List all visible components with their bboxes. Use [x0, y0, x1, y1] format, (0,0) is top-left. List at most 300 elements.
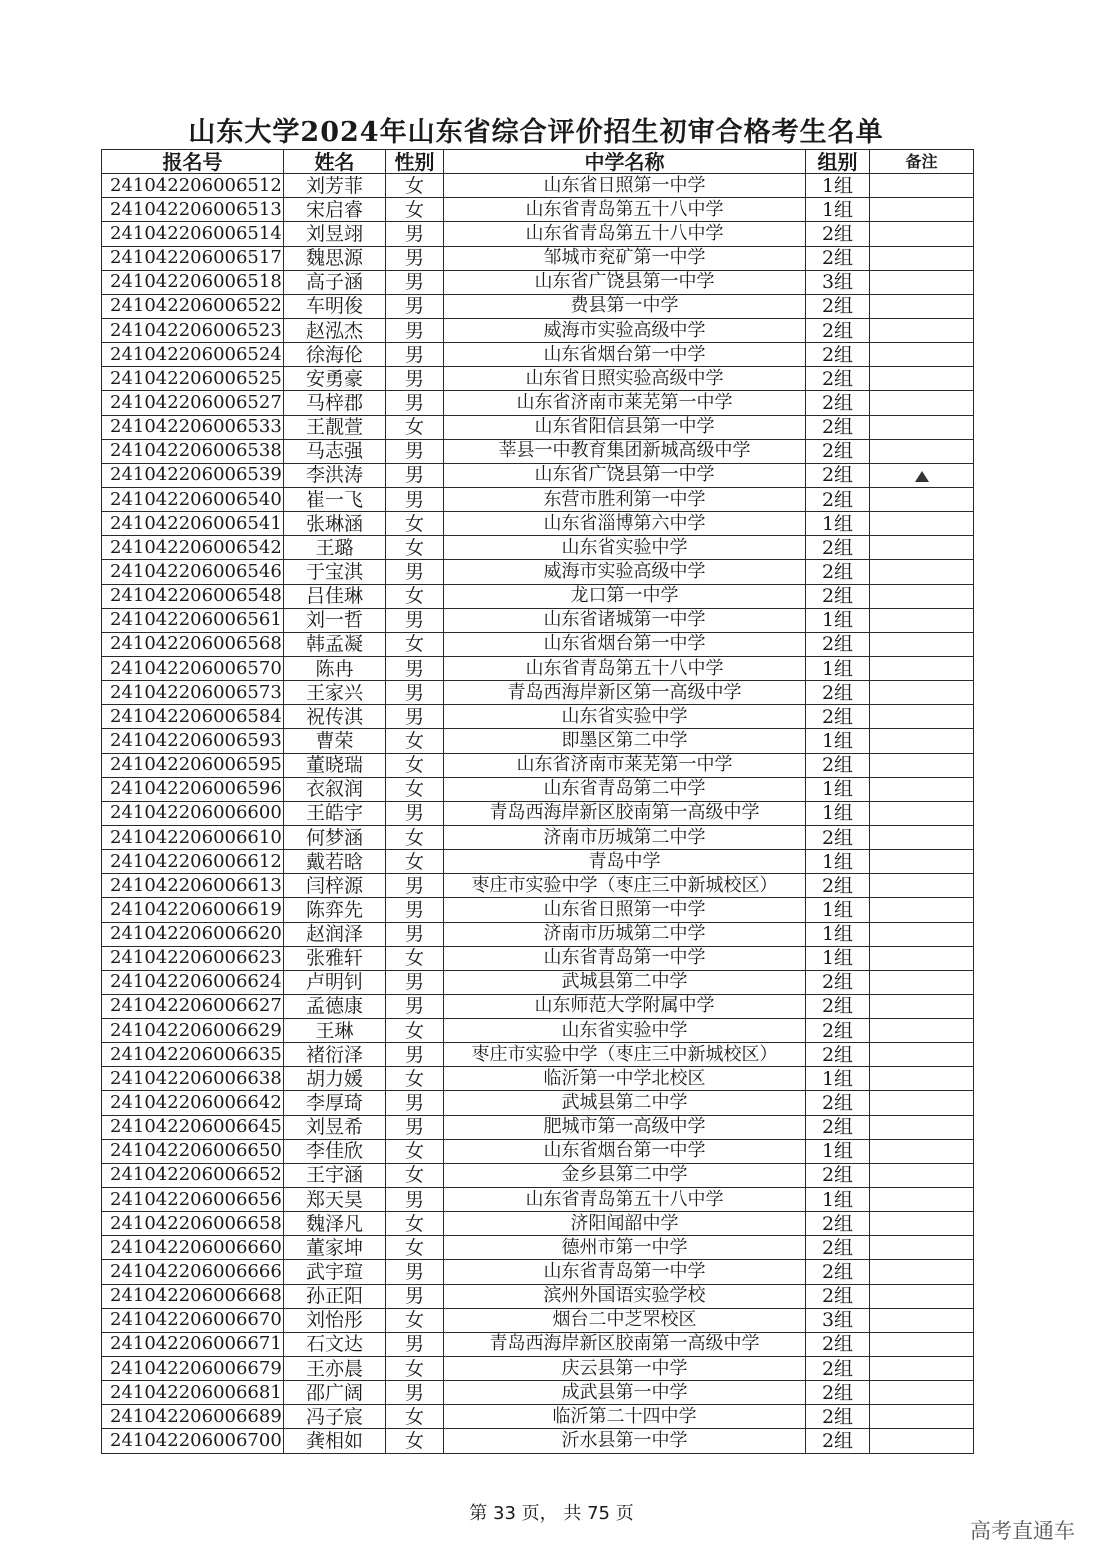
cell-gender: 男 [386, 1043, 444, 1067]
cell-gender: 女 [386, 1163, 444, 1187]
header-id: 报名号 [102, 150, 284, 174]
cell-group: 2组 [806, 463, 870, 487]
cell-group: 2组 [806, 1405, 870, 1429]
cell-reg-id: 241042206006652 [102, 1163, 284, 1187]
cell-group: 2组 [806, 1260, 870, 1284]
cell-reg-id: 241042206006656 [102, 1188, 284, 1212]
cell-reg-id: 241042206006539 [102, 463, 284, 487]
cell-student-name: 陈弈先 [284, 898, 386, 922]
cell-school: 山东师范大学附属中学 [444, 994, 806, 1018]
cell-note [870, 222, 974, 246]
cell-gender: 男 [386, 922, 444, 946]
cell-note [870, 705, 974, 729]
table-row [102, 1284, 974, 1308]
cell-school: 烟台二中芝罘校区 [444, 1308, 806, 1332]
cell-school: 青岛西海岸新区胶南第一高级中学 [444, 1332, 806, 1356]
cell-student-name: 卢明钊 [284, 970, 386, 994]
cell-group: 2组 [806, 391, 870, 415]
cell-gender: 男 [386, 1260, 444, 1284]
cell-school: 东营市胜利第一中学 [444, 487, 806, 511]
table-row [102, 970, 974, 994]
cell-gender: 男 [386, 1284, 444, 1308]
cell-note [870, 608, 974, 632]
cell-school: 庆云县第一中学 [444, 1357, 806, 1381]
cell-note [870, 1405, 974, 1429]
cell-student-name: 魏思源 [284, 246, 386, 270]
cell-reg-id: 241042206006638 [102, 1067, 284, 1091]
cell-reg-id: 241042206006595 [102, 753, 284, 777]
cell-student-name: 吕佳琳 [284, 584, 386, 608]
cell-note [870, 1381, 974, 1405]
cell-student-name: 衣叙润 [284, 777, 386, 801]
cell-student-name: 祝传淇 [284, 705, 386, 729]
cell-gender: 男 [386, 463, 444, 487]
cell-note [870, 1429, 974, 1453]
cell-group: 2组 [806, 439, 870, 463]
cell-student-name: 陈冉 [284, 656, 386, 680]
cell-school: 威海市实验高级中学 [444, 318, 806, 342]
table-row [102, 1067, 974, 1091]
cell-reg-id: 241042206006635 [102, 1043, 284, 1067]
cell-group: 2组 [806, 1163, 870, 1187]
table-row [102, 801, 974, 825]
cell-gender: 女 [386, 1212, 444, 1236]
cell-note [870, 825, 974, 849]
cell-group: 2组 [806, 318, 870, 342]
cell-reg-id: 241042206006619 [102, 898, 284, 922]
cell-note [870, 536, 974, 560]
cell-group: 2组 [806, 246, 870, 270]
cell-reg-id: 241042206006623 [102, 946, 284, 970]
cell-school: 山东省实验中学 [444, 1019, 806, 1043]
cell-group: 2组 [806, 1236, 870, 1260]
cell-note [870, 681, 974, 705]
cell-note [870, 584, 974, 608]
cell-student-name: 王璐 [284, 536, 386, 560]
cell-reg-id: 241042206006624 [102, 970, 284, 994]
cell-group: 2组 [806, 415, 870, 439]
cell-reg-id: 241042206006627 [102, 994, 284, 1018]
cell-reg-id: 241042206006642 [102, 1091, 284, 1115]
cell-note [870, 994, 974, 1018]
cell-gender: 女 [386, 946, 444, 970]
cell-note [870, 946, 974, 970]
cell-note [870, 1163, 974, 1187]
cell-gender: 女 [386, 1236, 444, 1260]
cell-student-name: 刘昱希 [284, 1115, 386, 1139]
cell-group: 1组 [806, 1067, 870, 1091]
cell-group: 2组 [806, 1381, 870, 1405]
cell-reg-id: 241042206006660 [102, 1236, 284, 1260]
table-row [102, 1188, 974, 1212]
page-number: 第 33 页， 共 75 页 [469, 1503, 634, 1524]
cell-student-name: 武宇瑄 [284, 1260, 386, 1284]
cell-school: 山东省青岛第一中学 [444, 1260, 806, 1284]
cell-note [870, 1260, 974, 1284]
cell-note [870, 850, 974, 874]
table-row [102, 705, 974, 729]
cell-reg-id: 241042206006620 [102, 922, 284, 946]
cell-group: 1组 [806, 174, 870, 198]
cell-student-name: 王宇涵 [284, 1163, 386, 1187]
cell-gender: 女 [386, 1139, 444, 1163]
cell-school: 金乡县第二中学 [444, 1163, 806, 1187]
cell-school: 龙口第一中学 [444, 584, 806, 608]
cell-gender: 女 [386, 415, 444, 439]
cell-student-name: 刘昱翊 [284, 222, 386, 246]
cell-group: 3组 [806, 270, 870, 294]
cell-note [870, 463, 974, 487]
cell-student-name: 董晓瑞 [284, 753, 386, 777]
cell-reg-id: 241042206006681 [102, 1381, 284, 1405]
table-row [102, 174, 974, 198]
cell-reg-id: 241042206006666 [102, 1260, 284, 1284]
cell-school: 邹城市兖矿第一中学 [444, 246, 806, 270]
header-group: 组别 [806, 150, 870, 174]
cell-student-name: 郑天昊 [284, 1188, 386, 1212]
cell-school: 德州市第一中学 [444, 1236, 806, 1260]
cell-student-name: 孟德康 [284, 994, 386, 1018]
cell-group: 2组 [806, 1212, 870, 1236]
cell-student-name: 徐海伦 [284, 343, 386, 367]
cell-school: 临沂第二十四中学 [444, 1405, 806, 1429]
cell-student-name: 石文达 [284, 1332, 386, 1356]
triangle-up-icon [915, 471, 929, 482]
cell-school: 肥城市第一高级中学 [444, 1115, 806, 1139]
cell-gender: 女 [386, 174, 444, 198]
table-row [102, 777, 974, 801]
cell-note [870, 391, 974, 415]
table-row [102, 391, 974, 415]
cell-gender: 女 [386, 632, 444, 656]
cell-group: 2组 [806, 1429, 870, 1453]
cell-gender: 男 [386, 656, 444, 680]
watermark: 高考直通车 [970, 1519, 1075, 1543]
cell-reg-id: 241042206006512 [102, 174, 284, 198]
cell-reg-id: 241042206006538 [102, 439, 284, 463]
cell-reg-id: 241042206006523 [102, 318, 284, 342]
cell-reg-id: 241042206006573 [102, 681, 284, 705]
table-row [102, 681, 974, 705]
header-school: 中学名称 [444, 150, 806, 174]
table-row [102, 270, 974, 294]
cell-note [870, 1284, 974, 1308]
cell-reg-id: 241042206006670 [102, 1308, 284, 1332]
table-row [102, 1019, 974, 1043]
cell-note [870, 1019, 974, 1043]
cell-group: 2组 [806, 560, 870, 584]
cell-reg-id: 241042206006689 [102, 1405, 284, 1429]
cell-group: 1组 [806, 922, 870, 946]
cell-group: 2组 [806, 994, 870, 1018]
cell-group: 2组 [806, 874, 870, 898]
cell-group: 3组 [806, 1308, 870, 1332]
cell-gender: 女 [386, 850, 444, 874]
table-row [102, 1236, 974, 1260]
cell-reg-id: 241042206006533 [102, 415, 284, 439]
roster-body [102, 174, 974, 1453]
cell-group: 2组 [806, 487, 870, 511]
cell-student-name: 孙正阳 [284, 1284, 386, 1308]
cell-gender: 女 [386, 825, 444, 849]
cell-note [870, 1332, 974, 1356]
cell-group: 1组 [806, 198, 870, 222]
cell-note [870, 1236, 974, 1260]
cell-note [870, 656, 974, 680]
table-row [102, 512, 974, 536]
table-row [102, 1043, 974, 1067]
cell-group: 2组 [806, 825, 870, 849]
cell-student-name: 王靓萱 [284, 415, 386, 439]
cell-student-name: 赵泓杰 [284, 318, 386, 342]
table-row [102, 1405, 974, 1429]
cell-note [870, 270, 974, 294]
table-row [102, 825, 974, 849]
cell-note [870, 512, 974, 536]
cell-reg-id: 241042206006540 [102, 487, 284, 511]
cell-gender: 男 [386, 560, 444, 584]
cell-group: 1组 [806, 801, 870, 825]
cell-note [870, 801, 974, 825]
cell-gender: 女 [386, 1429, 444, 1453]
cell-gender: 男 [386, 705, 444, 729]
table-row [102, 946, 974, 970]
cell-gender: 男 [386, 970, 444, 994]
cell-student-name: 刘怡彤 [284, 1308, 386, 1332]
cell-reg-id: 241042206006527 [102, 391, 284, 415]
cell-reg-id: 241042206006513 [102, 198, 284, 222]
cell-group: 2组 [806, 1043, 870, 1067]
cell-gender: 男 [386, 391, 444, 415]
cell-note [870, 1115, 974, 1139]
table-row [102, 198, 974, 222]
cell-school: 山东省青岛第五十八中学 [444, 656, 806, 680]
table-row [102, 1212, 974, 1236]
table-row [102, 1139, 974, 1163]
cell-reg-id: 241042206006613 [102, 874, 284, 898]
cell-school: 滨州外国语实验学校 [444, 1284, 806, 1308]
cell-group: 2组 [806, 343, 870, 367]
cell-gender: 男 [386, 1115, 444, 1139]
table-row [102, 1357, 974, 1381]
cell-school: 山东省日照第一中学 [444, 174, 806, 198]
cell-school: 山东省淄博第六中学 [444, 512, 806, 536]
cell-reg-id: 241042206006525 [102, 367, 284, 391]
cell-reg-id: 241042206006650 [102, 1139, 284, 1163]
cell-reg-id: 241042206006542 [102, 536, 284, 560]
cell-note [870, 246, 974, 270]
cell-school: 山东省阳信县第一中学 [444, 415, 806, 439]
cell-reg-id: 241042206006610 [102, 825, 284, 849]
table-row [102, 1115, 974, 1139]
cell-reg-id: 241042206006596 [102, 777, 284, 801]
cell-reg-id: 241042206006517 [102, 246, 284, 270]
table-row [102, 1429, 974, 1453]
cell-school: 山东省日照实验高级中学 [444, 367, 806, 391]
table-row [102, 246, 974, 270]
cell-school: 山东省实验中学 [444, 705, 806, 729]
cell-school: 山东省烟台第一中学 [444, 632, 806, 656]
cell-reg-id: 241042206006679 [102, 1357, 284, 1381]
header-note: 备注 [870, 150, 974, 174]
cell-note [870, 174, 974, 198]
cell-reg-id: 241042206006561 [102, 608, 284, 632]
roster-table [101, 149, 974, 1454]
cell-gender: 男 [386, 1091, 444, 1115]
cell-group: 2组 [806, 222, 870, 246]
cell-gender: 女 [386, 1067, 444, 1091]
cell-gender: 男 [386, 681, 444, 705]
cell-school: 武城县第二中学 [444, 1091, 806, 1115]
cell-school: 山东省青岛第五十八中学 [444, 222, 806, 246]
table-row [102, 367, 974, 391]
cell-group: 1组 [806, 656, 870, 680]
cell-student-name: 马梓郡 [284, 391, 386, 415]
cell-note [870, 1043, 974, 1067]
cell-reg-id: 241042206006548 [102, 584, 284, 608]
cell-note [870, 970, 974, 994]
cell-group: 1组 [806, 777, 870, 801]
cell-reg-id: 241042206006570 [102, 656, 284, 680]
cell-reg-id: 241042206006593 [102, 729, 284, 753]
cell-gender: 男 [386, 874, 444, 898]
cell-group: 2组 [806, 970, 870, 994]
table-row [102, 343, 974, 367]
cell-student-name: 闫梓源 [284, 874, 386, 898]
cell-group: 2组 [806, 705, 870, 729]
cell-school: 山东省济南市莱芜第一中学 [444, 391, 806, 415]
cell-school: 济南市历城第二中学 [444, 825, 806, 849]
cell-student-name: 宋启睿 [284, 198, 386, 222]
cell-note [870, 1091, 974, 1115]
cell-school: 沂水县第一中学 [444, 1429, 806, 1453]
cell-gender: 女 [386, 1019, 444, 1043]
cell-gender: 女 [386, 198, 444, 222]
cell-gender: 男 [386, 608, 444, 632]
cell-gender: 女 [386, 536, 444, 560]
cell-gender: 女 [386, 729, 444, 753]
cell-reg-id: 241042206006546 [102, 560, 284, 584]
cell-student-name: 刘一哲 [284, 608, 386, 632]
cell-group: 2组 [806, 584, 870, 608]
page-title: 山东大学2024年山东省综合评价招生初审合格考生名单 [188, 117, 884, 148]
cell-student-name: 曹荣 [284, 729, 386, 753]
cell-note [870, 343, 974, 367]
cell-student-name: 高子涵 [284, 270, 386, 294]
header-gender: 性别 [386, 150, 444, 174]
cell-school: 即墨区第二中学 [444, 729, 806, 753]
cell-gender: 男 [386, 1332, 444, 1356]
table-row [102, 222, 974, 246]
cell-gender: 男 [386, 294, 444, 318]
cell-reg-id: 241042206006518 [102, 270, 284, 294]
cell-group: 2组 [806, 1091, 870, 1115]
cell-group: 2组 [806, 632, 870, 656]
cell-reg-id: 241042206006658 [102, 1212, 284, 1236]
cell-gender: 男 [386, 898, 444, 922]
cell-group: 2组 [806, 1332, 870, 1356]
cell-student-name: 冯子宸 [284, 1405, 386, 1429]
cell-school: 威海市实验高级中学 [444, 560, 806, 584]
cell-group: 2组 [806, 1284, 870, 1308]
cell-gender: 女 [386, 777, 444, 801]
cell-gender: 男 [386, 439, 444, 463]
cell-student-name: 张琳涵 [284, 512, 386, 536]
cell-school: 青岛中学 [444, 850, 806, 874]
cell-reg-id: 241042206006584 [102, 705, 284, 729]
table-row [102, 584, 974, 608]
cell-school: 武城县第二中学 [444, 970, 806, 994]
cell-school: 山东省烟台第一中学 [444, 1139, 806, 1163]
cell-group: 1组 [806, 898, 870, 922]
cell-reg-id: 241042206006541 [102, 512, 284, 536]
cell-student-name: 王亦晨 [284, 1357, 386, 1381]
cell-reg-id: 241042206006514 [102, 222, 284, 246]
table-row [102, 898, 974, 922]
cell-note [870, 922, 974, 946]
cell-school: 山东省广饶县第一中学 [444, 463, 806, 487]
cell-student-name: 崔一飞 [284, 487, 386, 511]
cell-reg-id: 241042206006645 [102, 1115, 284, 1139]
table-row [102, 994, 974, 1018]
cell-student-name: 魏泽凡 [284, 1212, 386, 1236]
cell-group: 2组 [806, 536, 870, 560]
cell-gender: 女 [386, 1405, 444, 1429]
cell-school: 山东省实验中学 [444, 536, 806, 560]
table-row [102, 1091, 974, 1115]
cell-group: 1组 [806, 850, 870, 874]
cell-school: 山东省青岛第二中学 [444, 777, 806, 801]
table-row [102, 608, 974, 632]
table-row [102, 294, 974, 318]
cell-school: 成武县第一中学 [444, 1381, 806, 1405]
cell-school: 费县第一中学 [444, 294, 806, 318]
cell-group: 1组 [806, 608, 870, 632]
cell-note [870, 318, 974, 342]
cell-student-name: 褚衍泽 [284, 1043, 386, 1067]
table-row [102, 1163, 974, 1187]
cell-school: 临沂第一中学北校区 [444, 1067, 806, 1091]
cell-student-name: 董家坤 [284, 1236, 386, 1260]
cell-student-name: 车明俊 [284, 294, 386, 318]
table-row [102, 1260, 974, 1284]
cell-note [870, 1139, 974, 1163]
cell-reg-id: 241042206006629 [102, 1019, 284, 1043]
cell-note [870, 1212, 974, 1236]
cell-student-name: 于宝淇 [284, 560, 386, 584]
cell-gender: 男 [386, 367, 444, 391]
cell-student-name: 李厚琦 [284, 1091, 386, 1115]
table-row [102, 1308, 974, 1332]
cell-reg-id: 241042206006671 [102, 1332, 284, 1356]
cell-student-name: 李洪涛 [284, 463, 386, 487]
cell-note [870, 439, 974, 463]
cell-school: 济阳闻韶中学 [444, 1212, 806, 1236]
cell-student-name: 李佳欣 [284, 1139, 386, 1163]
cell-gender: 男 [386, 1188, 444, 1212]
cell-note [870, 560, 974, 584]
cell-note [870, 898, 974, 922]
cell-group: 2组 [806, 753, 870, 777]
cell-student-name: 赵润泽 [284, 922, 386, 946]
cell-gender: 女 [386, 753, 444, 777]
table-row [102, 753, 974, 777]
cell-note [870, 294, 974, 318]
cell-group: 1组 [806, 1188, 870, 1212]
cell-school: 山东省济南市莱芜第一中学 [444, 753, 806, 777]
cell-reg-id: 241042206006700 [102, 1429, 284, 1453]
cell-student-name: 王琳 [284, 1019, 386, 1043]
